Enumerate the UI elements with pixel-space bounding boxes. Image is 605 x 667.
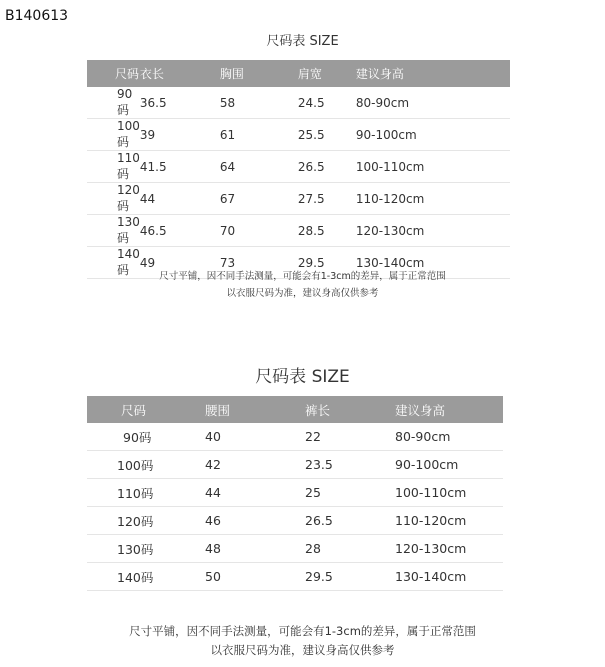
product-code: B140613 <box>5 8 69 24</box>
table-cell: 24.5 <box>298 87 356 119</box>
table-row <box>87 119 510 151</box>
table-row <box>87 563 503 591</box>
table-row <box>87 507 503 535</box>
table-cell: 27.5 <box>298 183 356 215</box>
table-cell: 110码 <box>87 151 140 183</box>
table-cell: 36.5 <box>140 87 220 119</box>
table-cell: 130码 <box>87 215 140 247</box>
table-cell: 120-130cm <box>356 215 510 247</box>
table-cell: 39 <box>140 119 220 151</box>
table-cell: 80-90cm <box>395 423 503 451</box>
table-cell: 70 <box>220 215 298 247</box>
bottom-measurement-note <box>0 622 605 660</box>
table-cell: 26.5 <box>298 151 356 183</box>
table-cell: 44 <box>205 479 305 507</box>
header-cell: 尺码 <box>87 396 205 423</box>
table-cell: 120-130cm <box>395 535 503 563</box>
header-cell: 裤长 <box>305 396 395 423</box>
header-cell: 尺码 <box>87 60 140 87</box>
table-cell: 61 <box>220 119 298 151</box>
bottom-chart-title: 尺码表 SIZE <box>255 367 350 387</box>
header-cell: 腰围 <box>205 396 305 423</box>
header-cell: 肩宽 <box>298 60 356 87</box>
table-row <box>87 183 510 215</box>
table-cell: 90码 <box>87 87 140 119</box>
table-cell: 100码 <box>87 119 140 151</box>
note-line: 尺寸平铺，因不同手法测量，可能会有1-3cm的差异，属于正常范围 <box>129 624 476 638</box>
table-cell: 130-140cm <box>356 247 510 279</box>
table-cell: 29.5 <box>298 247 356 279</box>
table-cell: 44 <box>140 183 220 215</box>
table-cell: 64 <box>220 151 298 183</box>
header-cell: 建议身高 <box>395 396 503 423</box>
table-cell: 80-90cm <box>356 87 510 119</box>
table-cell: 28.5 <box>298 215 356 247</box>
table-cell: 110-120cm <box>356 183 510 215</box>
table-cell: 25.5 <box>298 119 356 151</box>
header-cell: 胸围 <box>220 60 298 87</box>
note-line: 尺寸平铺，因不同手法测量，可能会有1-3cm的差异，属于正常范围 <box>159 271 446 282</box>
table-cell: 42 <box>205 451 305 479</box>
table-cell: 41.5 <box>140 151 220 183</box>
table-cell: 40 <box>205 423 305 451</box>
table-cell: 120码 <box>87 183 140 215</box>
table-cell: 28 <box>305 535 395 563</box>
table-header-row <box>87 60 510 87</box>
note-line: 以衣服尺码为准，建议身高仅供参考 <box>210 643 395 657</box>
table-cell: 120码 <box>87 507 205 535</box>
table-row <box>87 535 503 563</box>
bottom-size-table <box>87 396 503 591</box>
table-cell: 46 <box>205 507 305 535</box>
table-row <box>87 479 503 507</box>
top-measurement-note <box>0 268 605 302</box>
table-header-row <box>87 396 503 423</box>
table-cell: 29.5 <box>305 563 395 591</box>
header-cell: 建议身高 <box>356 60 510 87</box>
table-cell: 73 <box>220 247 298 279</box>
table-cell: 90-100cm <box>395 451 503 479</box>
table-cell: 140码 <box>87 247 140 279</box>
table-row <box>87 215 510 247</box>
table-cell: 90-100cm <box>356 119 510 151</box>
table-cell: 25 <box>305 479 395 507</box>
header-cell: 衣长 <box>140 60 220 87</box>
table-cell: 130-140cm <box>395 563 503 591</box>
table-cell: 26.5 <box>305 507 395 535</box>
note-line: 以衣服尺码为准，建议身高仅供参考 <box>226 288 379 299</box>
table-cell: 110码 <box>87 479 205 507</box>
table-row <box>87 87 510 119</box>
table-cell: 22 <box>305 423 395 451</box>
table-row <box>87 151 510 183</box>
table-cell: 90码 <box>87 423 205 451</box>
table-row <box>87 451 503 479</box>
table-cell: 100码 <box>87 451 205 479</box>
top-size-table <box>87 60 510 279</box>
top-chart-title: 尺码表 SIZE <box>266 34 339 49</box>
table-cell: 100-110cm <box>395 479 503 507</box>
table-cell: 100-110cm <box>356 151 510 183</box>
table-cell: 110-120cm <box>395 507 503 535</box>
table-row <box>87 423 503 451</box>
table-cell: 49 <box>140 247 220 279</box>
table-cell: 48 <box>205 535 305 563</box>
table-cell: 140码 <box>87 563 205 591</box>
table-cell: 46.5 <box>140 215 220 247</box>
table-cell: 67 <box>220 183 298 215</box>
table-cell: 50 <box>205 563 305 591</box>
table-cell: 23.5 <box>305 451 395 479</box>
table-cell: 130码 <box>87 535 205 563</box>
table-cell: 58 <box>220 87 298 119</box>
